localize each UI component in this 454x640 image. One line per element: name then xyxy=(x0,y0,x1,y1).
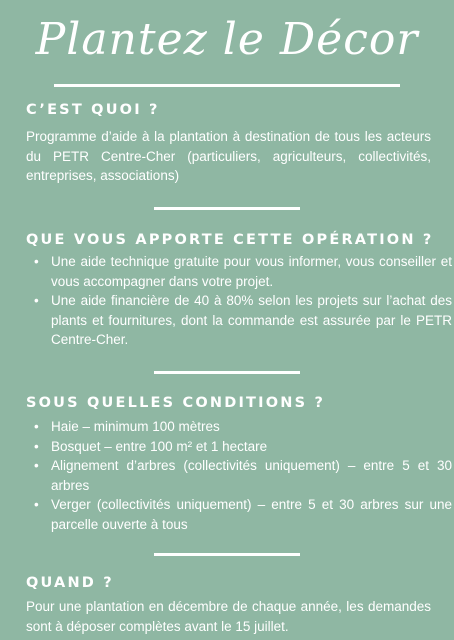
list-item: • Alignement d’arbres (collectivités uniquement) – entre 5 et 30 arbres xyxy=(51,456,452,495)
page-title: Plantez le Décor xyxy=(35,14,419,65)
section-heading-quand: QUAND ? xyxy=(26,575,114,591)
list-item: • Bosquet – entre 100 m² et 1 hectare xyxy=(51,437,452,457)
conditions-list xyxy=(30,417,452,534)
section-divider xyxy=(154,553,300,556)
list-item: • Verger (collectivités uniquement) – entre 5 et 30 arbres sur une parcelle ouverte à tous xyxy=(51,495,452,534)
section-divider xyxy=(154,207,300,210)
section-heading-operation: QUE VOUS APPORTE CETTE OPÉRATION ? xyxy=(26,232,434,248)
section-heading-quoi: C’EST QUOI ? xyxy=(26,102,160,118)
title-divider xyxy=(54,84,400,87)
section-divider xyxy=(154,371,300,374)
section-text-quand: Pour une plantation en décembre de chaque année, les demandes sont à déposer complètes avant le 15 juillet. xyxy=(26,599,431,634)
section-text-quoi: Programme d’aide à la plantation à destination de tous les acteurs du PETR Centre-Cher (particuliers, agriculteurs, collectivités, entreprises, associations) xyxy=(26,129,431,183)
list-item: • Une aide financière de 40 à 80% selon les projets sur l’achat des plants et fournitures, dont la commande est assurée par le PETR Centre-Cher. xyxy=(51,291,452,350)
list-item: • Haie – minimum 100 mètres xyxy=(51,417,452,437)
operation-list xyxy=(30,252,452,350)
list-item: • Une aide technique gratuite pour vous informer, vous conseiller et vous accompagner dans votre projet. xyxy=(51,252,452,291)
section-heading-conditions: SOUS QUELLES CONDITIONS ? xyxy=(26,395,326,411)
